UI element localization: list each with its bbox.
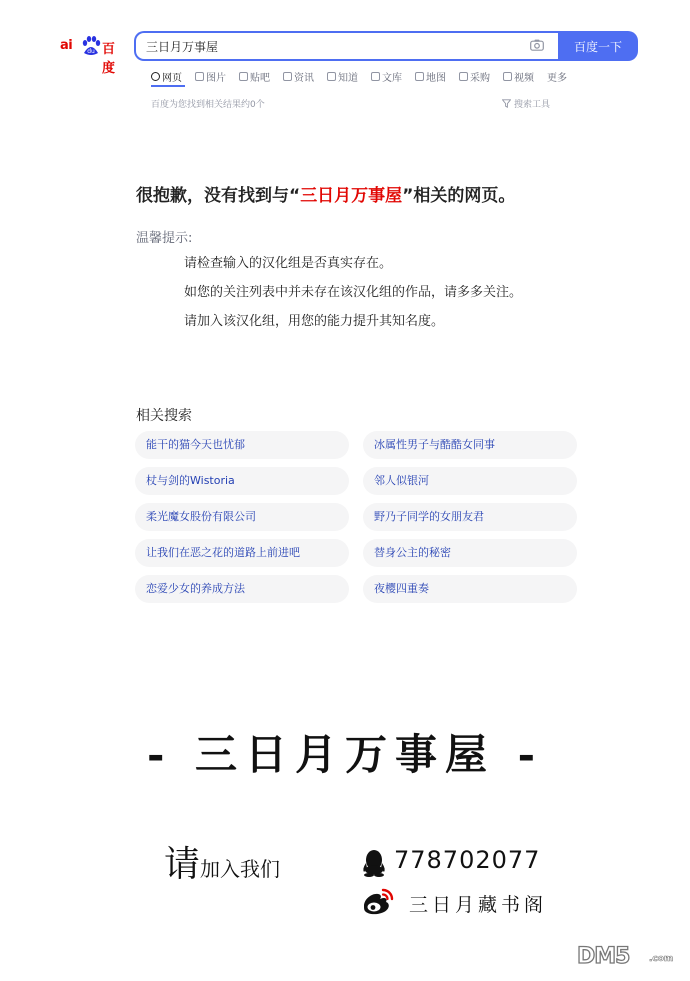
search-button[interactable]: 百度一下 [558, 31, 638, 61]
related-search-grid [135, 431, 577, 603]
qq-penguin-icon [361, 849, 387, 877]
tab-zhidao[interactable]: 知道 [327, 68, 358, 84]
paw-icon [80, 35, 102, 57]
related-search-item[interactable]: 恋爱少女的养成方法 [135, 575, 349, 603]
tab-map[interactable]: 地图 [415, 68, 446, 84]
cart-icon [459, 72, 468, 81]
map-icon [415, 72, 424, 81]
svg-text:du: du [87, 48, 95, 55]
related-search-item[interactable]: 替身公主的秘密 [363, 539, 577, 567]
search-tabs [151, 68, 580, 84]
tab-more[interactable]: 更多 [547, 72, 567, 84]
news-icon [283, 72, 292, 81]
related-search-item[interactable]: 野乃子同学的女朋友君 [363, 503, 577, 531]
related-search-item[interactable]: 杖与剑的Wistoria [135, 467, 349, 495]
logo-text-ai: ai [60, 38, 73, 53]
related-search-item[interactable]: 柔光魔女股份有限公司 [135, 503, 349, 531]
result-count: 百度为您找到相关结果约0个 [151, 100, 265, 110]
tip-list [184, 254, 522, 341]
tip-item: 请加入该汉化组，用您的能力提升其知名度。 [184, 314, 445, 329]
funnel-icon [502, 99, 511, 108]
no-result-keyword: 三日月万事屋 [300, 186, 403, 206]
group-title: - 三日月万事屋 - [146, 730, 544, 779]
weibo-icon [360, 887, 394, 917]
logo-text-baidu: 百度 [102, 42, 115, 76]
search-icon [151, 72, 160, 81]
camera-icon[interactable] [530, 39, 544, 51]
search-bar [134, 31, 638, 61]
image-icon [195, 72, 204, 81]
question-icon [327, 72, 336, 81]
tab-news[interactable]: 资讯 [283, 68, 314, 84]
baidu-logo[interactable] [60, 34, 126, 76]
tieba-icon [239, 72, 248, 81]
tip-item: 请检查输入的汉化组是否真实存在。 [184, 256, 393, 271]
active-tab-underline [151, 85, 185, 87]
tab-purchase[interactable]: 采购 [459, 68, 490, 84]
tab-video[interactable]: 视频 [503, 68, 534, 84]
tab-wenku[interactable]: 文库 [371, 68, 402, 84]
weibo-account-name: 三日月藏书阁 [409, 894, 548, 916]
related-search-title: 相关搜索 [136, 408, 192, 424]
tab-tieba[interactable]: 贴吧 [239, 68, 270, 84]
search-tools[interactable]: 搜索工具 [502, 97, 550, 110]
tab-web[interactable]: 网页 [151, 68, 182, 84]
tip-item: 如您的关注列表中并未存在该汉化组的作品，请多多关注。 [184, 285, 523, 300]
doc-icon [371, 72, 380, 81]
search-input[interactable] [134, 31, 558, 61]
qq-group-number: 778702077 [394, 846, 541, 874]
join-us-text: 请加入我们 [164, 844, 281, 885]
video-icon [503, 72, 512, 81]
tip-title: 温馨提示: [136, 231, 193, 246]
related-search-item[interactable]: 能干的猫今天也忧郁 [135, 431, 349, 459]
related-search-item[interactable]: 夜樱四重奏 [363, 575, 577, 603]
related-search-item[interactable]: 让我们在恶之花的道路上前进吧 [135, 539, 349, 567]
tab-images[interactable]: 图片 [195, 68, 226, 84]
no-result-message: 很抱歉，没有找到与“三日月万事屋”相关的网页。 [136, 186, 516, 206]
dm5-watermark: DM5 .com [577, 944, 674, 969]
related-search-item[interactable]: 邻人似银河 [363, 467, 577, 495]
related-search-item[interactable]: 冰属性男子与酷酷女同事 [363, 431, 577, 459]
